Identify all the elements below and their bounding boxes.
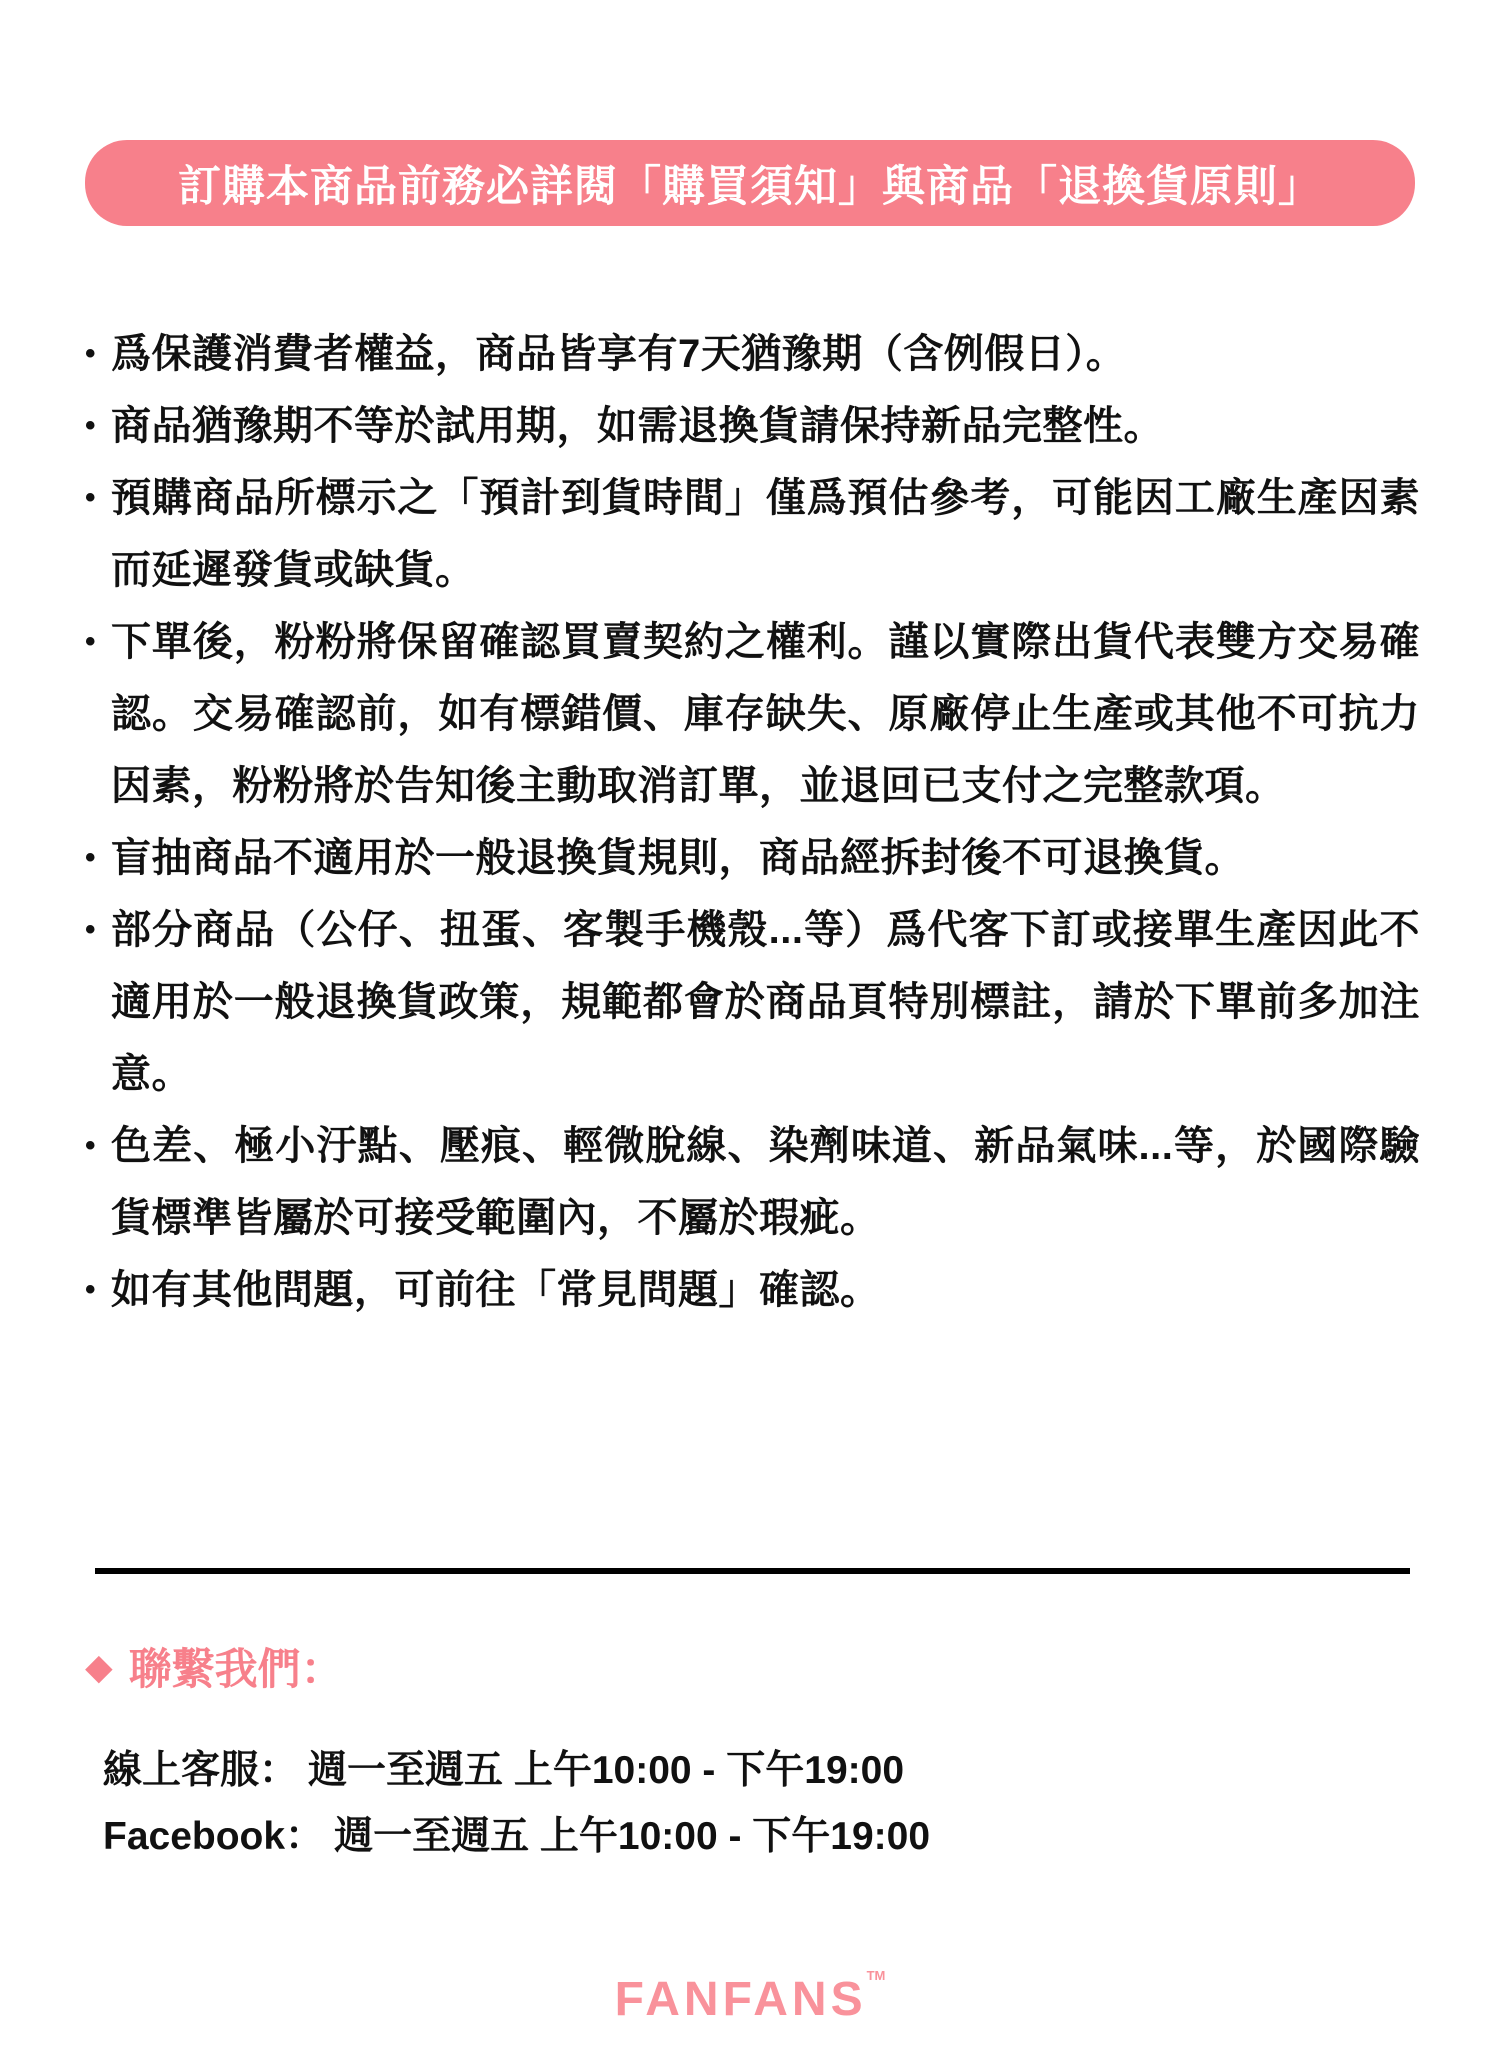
contact-label: Facebook： (103, 1815, 325, 1858)
fanfans-logo (614, 1968, 886, 2027)
bullet-dot: • (85, 1273, 96, 1306)
notice-list (85, 318, 1420, 1326)
bullet-dot: • (85, 841, 96, 874)
contact-heading (85, 1636, 344, 1697)
notice-text: 盲抽商品不適用於一般退換貨規則，商品經拆封後不可退換貨。 (111, 836, 1245, 880)
diamond-icon: ◆ (85, 1645, 113, 1687)
contact-label: 線上客服： (103, 1749, 299, 1792)
notice-item (85, 606, 1420, 822)
notice-item (85, 1254, 1420, 1326)
contact-value: 週一至週五 上午10:00 - 下午19:00 (308, 1749, 905, 1792)
notice-text: 如有其他問題，可前往「常見問題」確認。 (111, 1268, 881, 1312)
bullet-dot: • (85, 337, 96, 370)
notice-item (85, 318, 1420, 390)
notice-text: 下單後，粉粉將保留確認買賣契約之權利。謹以實際出貨代表雙方交易確認。交易確認前，如有標錯價、庫存缺失、原廠停止生產或其他不可抗力因素，粉粉將於告知後主動取消訂單，並退回已支付之完整款項。 (111, 620, 1420, 808)
bullet-dot: • (85, 481, 96, 514)
contact-value: 週一至週五 上午10:00 - 下午19:00 (334, 1815, 931, 1858)
notice-item (85, 822, 1420, 894)
logo-text: FANFANS (614, 1973, 867, 2026)
tm-mark: TM (866, 1968, 886, 1983)
notice-item (85, 894, 1420, 1110)
notice-item (85, 1110, 1420, 1254)
contact-row-online-service (103, 1738, 930, 1804)
banner-title: 訂購本商品前務必詳閱「購買須知」與商品「退換貨原則」 (178, 162, 1322, 211)
bullet-dot: • (85, 409, 96, 442)
footer (0, 1968, 1500, 2027)
notice-text: 商品猶豫期不等於試用期，如需退換貨請保持新品完整性。 (111, 404, 1164, 448)
notice-text: 色差、極小汙點、壓痕、輕微脫線、染劑味道、新品氣味...等，於國際驗貨標準皆屬於可接受範圍內，不屬於瑕疵。 (111, 1124, 1420, 1240)
bullet-dot: • (85, 913, 96, 946)
notice-text: 預購商品所標示之「預計到貨時間」僅爲預估參考，可能因工廠生產因素而延遲發貨或缺貨。 (111, 476, 1420, 592)
notice-banner (85, 140, 1415, 226)
notice-item (85, 462, 1420, 606)
notice-text: 部分商品（公仔、扭蛋、客製手機殼...等）爲代客下訂或接單生產因此不適用於一般退換貨政策，規範都會於商品頁特別標註，請於下單前多加注意。 (111, 908, 1420, 1096)
section-divider (95, 1568, 1410, 1574)
notice-text: 爲保護消費者權益，商品皆享有7天猶豫期（含例假日）。 (111, 332, 1127, 376)
notice-item (85, 390, 1420, 462)
bullet-dot: • (85, 1129, 96, 1162)
contact-row-facebook (103, 1804, 930, 1870)
contact-rows (103, 1738, 930, 1870)
contact-heading-text: 聯繫我們： (128, 1646, 344, 1694)
bullet-dot: • (85, 625, 96, 658)
